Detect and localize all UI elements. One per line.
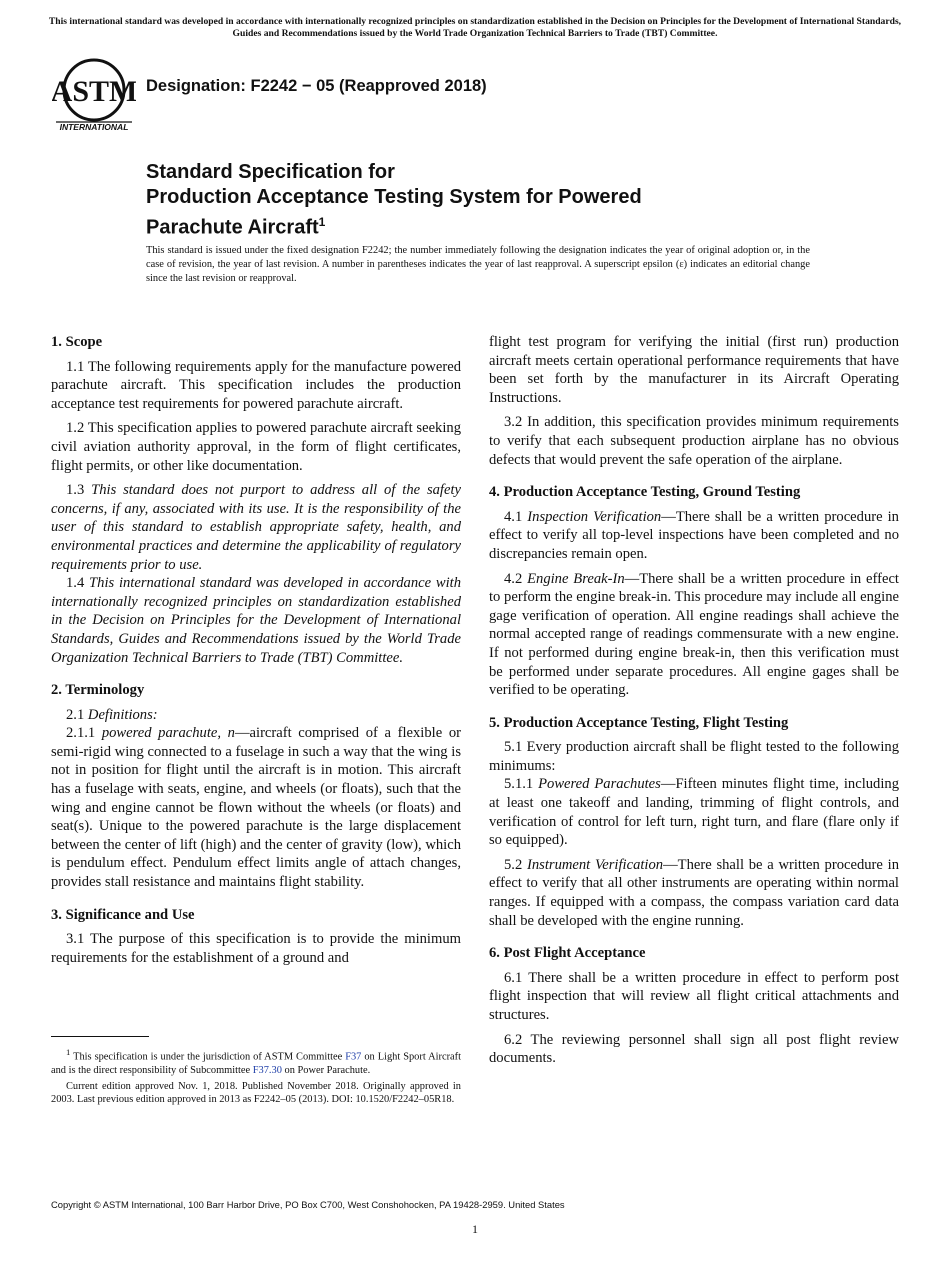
para-4-2-term: Engine Break-In <box>527 570 625 587</box>
astm-logo <box>52 54 136 134</box>
footnote-1-text-b: on Light Sport Aircraft and is the direct responsibility of Subcommittee <box>51 1051 461 1077</box>
copyright: Copyright © ASTM International, 100 Barr Harbor Drive, PO Box C700, West Conshohocken, PA 19428-2959. United States <box>51 1199 565 1210</box>
para-2-1-1-term: powered parachute, n <box>101 725 235 742</box>
footnote-1-mark: 1 <box>66 1047 71 1057</box>
section-3-heading: 3. Significance and Use <box>51 906 195 923</box>
para-5-1-1-term: Powered Parachutes <box>538 776 661 793</box>
standard-intro: This standard is issued under the fixed designation F2242; the number immediately following the designation indicates the year of original adoption or, in the case of revision, the year of last revision. A number in parentheses indicates the year of last reapproval. A superscript epsilon (ε) indicates an editorial change since the last revision or reapproval. <box>146 245 810 284</box>
para-5-1: 5.1 Every production aircraft shall be flight tested to the following minimums: <box>489 739 899 774</box>
para-2-1-1-text: —aircraft comprised of a flexible or semi-rigid wing connected to a fuselage in such a way that the wing is not in position for flight until the aircraft is in motion. This aircraft has a fuselage with seats, engine, and wheels (or floats), such that the wing and engine cannot be flown without the wheels (or floats) and seat(s). Unique to the powered parachute is the large displacement between the center of lift (high) and the center of gravity (low), which is pendulum effect. Pendulum effect limits angle of attach changes, provides stall resistance and maintains flight stability. <box>51 725 461 891</box>
para-5-1-1-number: 5.1.1 <box>504 776 534 793</box>
page-number: 1 <box>472 1222 478 1236</box>
title-line-3-text: Parachute Aircraft <box>146 216 319 239</box>
para-3-1-part-2: flight test program for verifying the initial (first run) production aircraft meets certain operational performance requirements that have been set forth by the manufacturer in its Aircraft Operating Instructions. <box>489 334 899 406</box>
para-5-2 <box>489 856 899 930</box>
right-column <box>489 333 899 1074</box>
para-1-4-number: 1.4 <box>66 575 85 592</box>
title-line-2: Production Acceptance Testing System for Powered <box>146 186 642 208</box>
para-5-2-number: 5.2 <box>504 856 523 873</box>
footnote-1 <box>51 1046 461 1078</box>
para-1-4-text: This international standard was developed in accordance with internationally recognized principles on standardization established in the Decision on Principles for the Development of International Standards, Guides and Recommendations issued by the World Trade Organization Technical Barriers to Trade (TBT) Committee. <box>51 575 462 666</box>
designation: Designation: F2242 − 05 (Reapproved 2018) <box>146 77 487 95</box>
para-4-1-text: —There shall be a written procedure in effect to verify all top-level inspections have been completed and no discrepancies remain open. <box>489 508 899 562</box>
astm-logo-icon <box>52 54 136 134</box>
para-4-1-term: Inspection Verification <box>527 508 662 525</box>
footnotes <box>51 1046 461 1109</box>
para-5-1-1 <box>489 775 899 849</box>
para-2-1-1 <box>51 724 461 891</box>
para-6-2: 6.2 The reviewing personnel shall sign all post flight review documents. <box>489 1031 899 1067</box>
footnote-2: Current edition approved Nov. 1, 2018. Published November 2018. Originally approved in 2003. Last previous edition approved in 2013 as F2242–05 (2013). DOI: 10.1520/F2242–05R18. <box>51 1080 461 1106</box>
para-3-2: 3.2 In addition, this specification provides minimum requirements to verify that each subsequent production airplane has no obvious defects that would prevent the safe operation of the airplane. <box>489 414 899 468</box>
section-4-heading: 4. Production Acceptance Testing, Ground Testing <box>489 484 801 501</box>
para-2-1-text: Definitions: <box>87 706 158 723</box>
svg-text:ASTM: ASTM <box>52 75 136 108</box>
para-3-1-part-1: 3.1 The purpose of this specification is to provide the minimum requirements for the establishment of a ground and <box>51 931 461 966</box>
document-title <box>146 160 866 241</box>
footnote-divider <box>51 1036 149 1037</box>
para-2-1 <box>51 706 461 725</box>
section-5-heading: 5. Production Acceptance Testing, Flight Testing <box>489 714 789 731</box>
section-2-heading: 2. Terminology <box>51 682 145 699</box>
footnote-1-text-a: This specification is under the jurisdiction of ASTM Committee <box>73 1051 343 1063</box>
subcommittee-f37-30-link[interactable]: F37.30 <box>252 1065 282 1077</box>
committee-f37-link[interactable]: F37 <box>345 1051 362 1063</box>
para-1-3-number: 1.3 <box>66 482 85 499</box>
footnote-1-text-c: on Power Parachute. <box>284 1065 371 1077</box>
svg-text:INTERNATIONAL: INTERNATIONAL <box>59 122 129 132</box>
para-2-1-number: 2.1 <box>66 706 85 723</box>
left-column <box>51 333 461 973</box>
para-4-1-number: 4.1 <box>504 508 523 525</box>
international-standard-notice: This international standard was developed in accordance with internationally recognized principles on standardization established in the Decision on Principles for the Development of International Standards, Guides and Recommendations issued by the World Trade Organization Technical Barriers to Trade (TBT) Committee. <box>48 16 902 39</box>
section-6-heading: 6. Post Flight Acceptance <box>489 945 646 962</box>
para-2-1-1-number: 2.1.1 <box>66 725 96 742</box>
title-line-1: Standard Specification for <box>146 161 395 183</box>
title-line-3 <box>146 210 866 241</box>
para-1-2: 1.2 This specification applies to powered parachute aircraft seeking civil aviation authority approval, in the form of flight certificates, flight permits, or other like documentation. <box>51 420 461 474</box>
para-5-1-1-text: —Fifteen minutes flight time, including at least one takeoff and landing, trimming of flight controls, and verification of control for left turn, right turn, and flare (flare only if so equipped). <box>489 776 899 849</box>
para-1-4 <box>51 574 461 667</box>
para-1-1: 1.1 The following requirements apply for the manufacture powered parachute aircraft. This specification includes the production acceptance test requirements for powered parachute aircraft. <box>51 358 461 412</box>
section-1-heading: 1. Scope <box>51 334 103 350</box>
title-footnote-mark: 1 <box>318 215 326 229</box>
para-6-1: 6.1 There shall be a written procedure in effect to perform post flight inspection that will review all flight critical attachments and structures. <box>489 969 899 1023</box>
para-4-2 <box>489 570 899 700</box>
para-1-3 <box>51 481 461 574</box>
para-1-3-text: This standard does not purport to address all of the safety concerns, if any, associated with its use. It is the responsibility of the user of this standard to establish appropriate safety, health, and environmental practices and determine the applicability of regulatory requirements prior to use. <box>51 482 461 573</box>
para-4-1 <box>489 508 899 564</box>
para-4-2-text: —There shall be a written procedure in effect to perform the engine break-in. This procedure may include all engine gage verification of operation. All engine readings shall achieve the normal accepted range of readings commensurate with a new engine. If not performed during engine break-in, then this verification must be performed under separate procedures. All engine gages shall be verified to be operating. <box>489 570 899 699</box>
para-4-2-number: 4.2 <box>504 570 523 587</box>
para-5-2-term: Instrument Verification <box>527 856 664 873</box>
para-5-2-text: —There shall be a written procedure in effect to verify that all other instruments are operating within normal ranges. If equipped with a compass, the compass variation card data shall be developed with the engine running. <box>489 856 899 929</box>
